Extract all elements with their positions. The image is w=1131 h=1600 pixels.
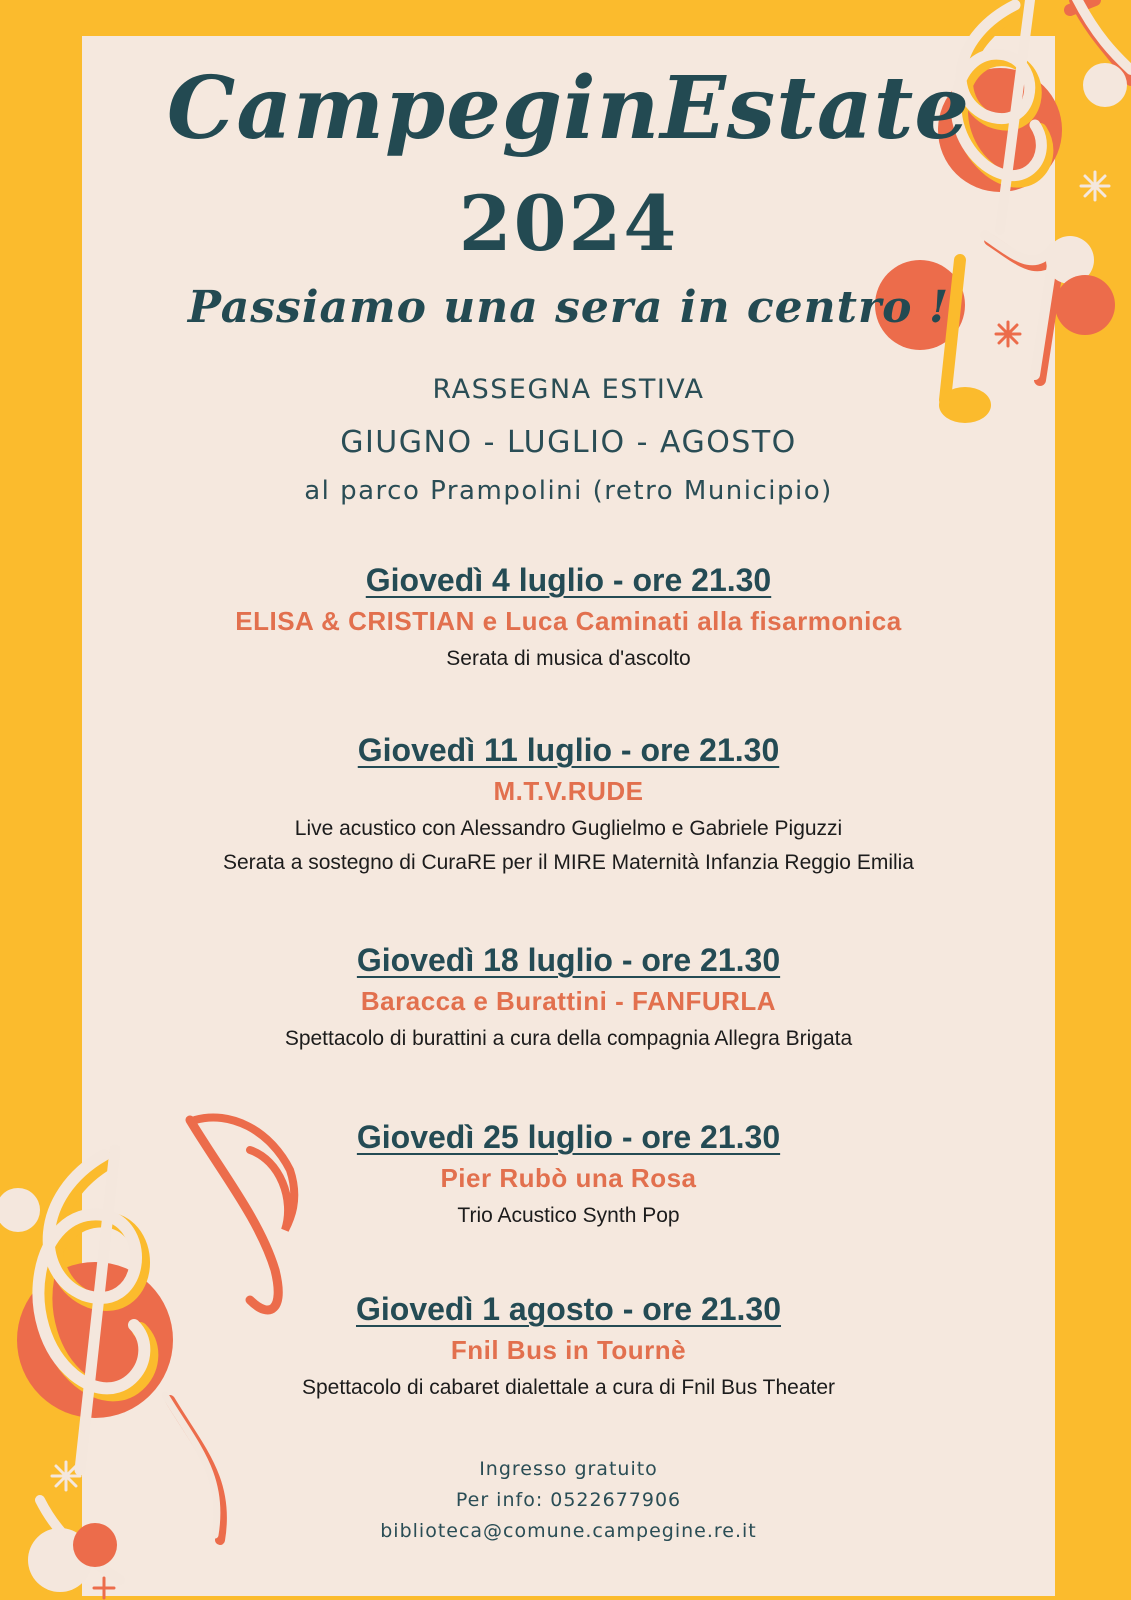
event-item <box>82 1117 1055 1233</box>
event-item <box>82 1289 1055 1405</box>
email-link[interactable]: biblioteca@comune.campegine.re.it <box>380 1520 757 1542</box>
event-date: Giovedì 25 luglio - ore 21.30 <box>356 1119 781 1155</box>
entry-text: Ingresso gratuito <box>479 1458 658 1480</box>
event-description: Live acustico con Alessandro Guglielmo e Gabriele Piguzzi <box>294 817 843 840</box>
poster-title: CampeginEstate <box>166 58 971 159</box>
subtitle-months: GIUGNO - LUGLIO - AGOSTO <box>340 425 797 460</box>
poster-content <box>82 36 1055 1596</box>
event-date: Giovedì 18 luglio - ore 21.30 <box>356 942 781 978</box>
footer-info <box>82 1454 1055 1547</box>
music-note-icon <box>1070 0 1131 107</box>
event-title: Baracca e Burattini - FANFURLA <box>360 986 777 1016</box>
phone-info: Per info: 0522677906 <box>455 1489 682 1511</box>
sparkle-icon <box>52 1462 80 1490</box>
event-item <box>82 940 1055 1056</box>
sparkle-icon <box>1081 172 1109 200</box>
poster-tagline: Passiamo una sera in centro ! <box>187 282 950 333</box>
event-title: ELISA & CRISTIAN e Luca Caminati alla fisarmonica <box>235 606 902 636</box>
event-date: Giovedì 4 luglio - ore 21.30 <box>365 562 772 598</box>
event-description: Trio Acustico Synth Pop <box>457 1204 680 1227</box>
event-date: Giovedì 11 luglio - ore 21.30 <box>357 732 780 768</box>
event-description: Serata di musica d'ascolto <box>446 647 691 670</box>
event-item <box>82 730 1055 880</box>
event-title: Pier Rubò una Rosa <box>440 1163 697 1193</box>
event-title: M.T.V.RUDE <box>493 776 644 806</box>
subtitle-rassegna: RASSEGNA ESTIVA <box>432 374 705 405</box>
event-date: Giovedì 1 agosto - ore 21.30 <box>355 1291 782 1327</box>
location-text: al parco Prampolini (retro Municipio) <box>304 476 833 506</box>
event-description: Spettacolo di burattini a cura della compagnia Allegra Brigata <box>284 1027 853 1050</box>
event-title: Fnil Bus in Tournè <box>450 1335 687 1365</box>
event-item <box>82 560 1055 676</box>
event-description: Serata a sostegno di CuraRE per il MIRE Maternità Infanzia Reggio Emilia <box>223 851 914 874</box>
event-description: Spettacolo di cabaret dialettale a cura di Fnil Bus Theater <box>301 1376 836 1399</box>
poster-year: 2024 <box>458 179 679 268</box>
